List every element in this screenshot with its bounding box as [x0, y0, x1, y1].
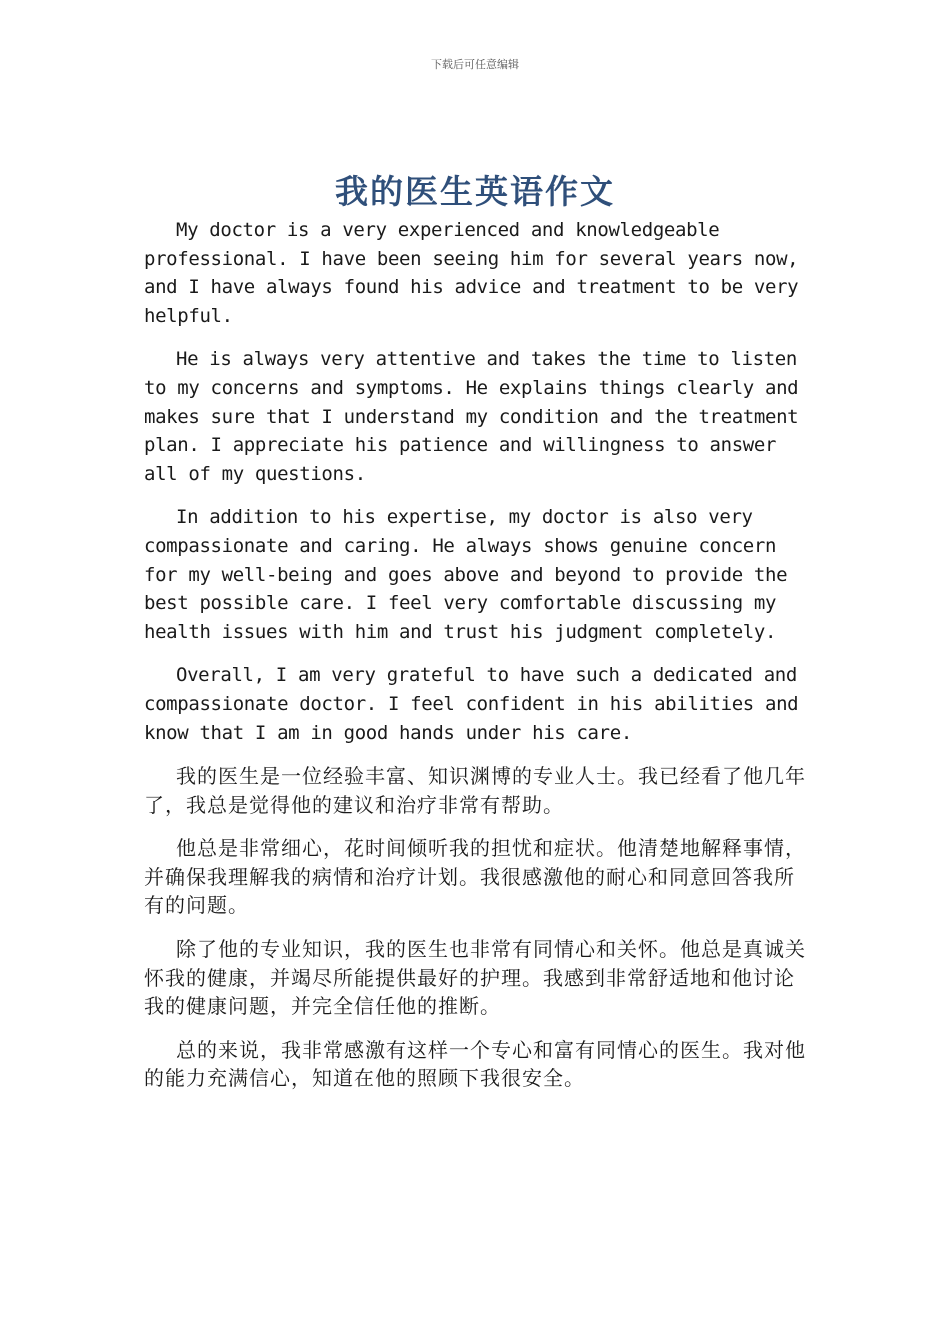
header-note: 下载后可任意编辑: [431, 58, 519, 71]
paragraph-en-4: Overall, I am very grateful to have such a dedicated and compassionate doctor. I feel confident in his abilities and know that I am in good hands under his care.: [144, 664, 799, 744]
paragraph-zh-1: 我的医生是一位经验丰富、知识渊博的专业人士。我已经看了他几年了，我总是觉得他的建议和治疗非常有帮助。: [144, 764, 806, 817]
paragraph-zh-4: 总的来说，我非常感激有这样一个专心和富有同情心的医生。我对他的能力充满信心，知道在他的照顾下我很安全。: [144, 1037, 806, 1091]
paragraph-zh-2: 他总是非常细心，花时间倾听我的担忧和症状。他清楚地解释事情，并确保我理解我的病情和治疗计划。我很感激他的耐心和同意回答我所有的问题。: [144, 836, 806, 918]
essay-body: [144, 216, 806, 1108]
paragraph-en-1: My doctor is a very experienced and knowledgeable professional. I have been seeing him for several years now, and I have always found his advice and treatment to be very helpful.: [144, 219, 799, 327]
paragraph-zh-3: 除了他的专业知识，我的医生也非常有同情心和关怀。他总是真诚关怀我的健康，并竭尽所能提供最好的护理。我感到非常舒适地和他讨论我的健康问题，并完全信任他的推断。: [144, 937, 806, 1019]
paragraph-en-3: In addition to his expertise, my doctor is also very compassionate and caring. He always shows genuine concern for my well-being and goes above and beyond to provide the best possible care. I feel very comfortable discussing my health issues with him and trust his judgment completely.: [144, 506, 788, 643]
page-title: 我的医生英语作文: [335, 172, 615, 211]
paragraph-en-2: He is always very attentive and takes the time to listen to my concerns and symptoms. He explains things clearly and makes sure that I understand my condition and the treatment plan. I appreciate his patience and willingness to answer all of my questions.: [144, 348, 799, 485]
